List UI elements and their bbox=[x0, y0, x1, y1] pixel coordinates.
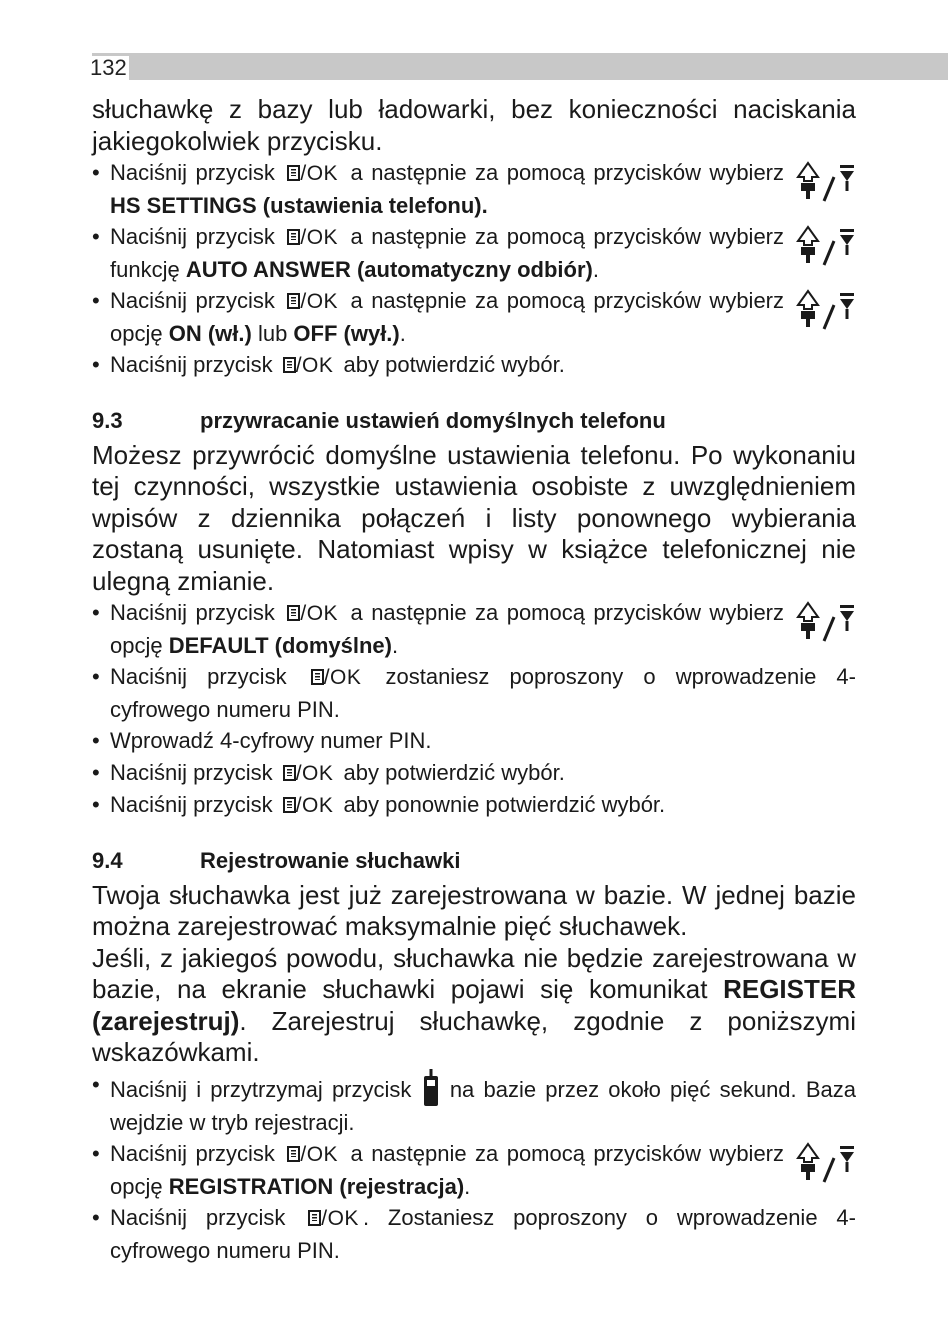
menu-ok-icon: /OK bbox=[311, 662, 362, 694]
bullet-dot: • bbox=[92, 600, 100, 625]
paragraph-intro: słuchawkę z bazy lub ładowarki, bez konieczności naciskania jakiegokolwiek przycisku. bbox=[92, 94, 856, 156]
bullet-dot: • bbox=[92, 1141, 100, 1166]
list-item: • Naciśnij przycisk /OK a następnie za pomocą przycisków wybierz HS SETTINGS (ustawienia telefonu). bbox=[92, 157, 856, 221]
menu-ok-icon: /OK bbox=[283, 790, 334, 822]
up-down-navigation-icon bbox=[796, 161, 858, 209]
menu-ok-icon: /OK bbox=[287, 222, 338, 254]
section-heading-9-3: 9.3 przywracanie ustawień domyślnych telefonu bbox=[92, 407, 666, 433]
list-item: • Naciśnij przycisk /OK a następnie za pomocą przycisków wybierz funkcję AUTO ANSWER (automatyczny odbiór). bbox=[92, 221, 856, 285]
list-item: • Naciśnij przycisk /OK aby potwierdzić wybór. bbox=[92, 349, 856, 382]
bullet-dot: • bbox=[92, 792, 100, 817]
section-heading-9-4: 9.4 Rejestrowanie słuchawki bbox=[92, 847, 461, 873]
bullet-dot: • bbox=[92, 664, 100, 689]
page-number: 132 bbox=[90, 55, 127, 80]
menu-ok-icon: /OK bbox=[308, 1203, 359, 1235]
list-item: • Naciśnij przycisk /OK aby potwierdzić wybór. bbox=[92, 757, 856, 790]
list-item: • Naciśnij przycisk /OK . Zostaniesz poproszony o wprowadzenie 4-cyfrowego numeru PIN. bbox=[92, 1202, 856, 1266]
list-item: • Naciśnij przycisk /OK aby ponownie potwierdzić wybór. bbox=[92, 789, 856, 822]
menu-ok-icon: /OK bbox=[287, 1139, 338, 1171]
bullet-dot: • bbox=[92, 728, 100, 753]
menu-ok-icon: /OK bbox=[283, 758, 334, 790]
bullet-dot: • bbox=[92, 1071, 100, 1097]
list-item: • Wprowadź 4-cyfrowy numer PIN. bbox=[92, 725, 856, 757]
paragraph-9-4a: Twoja słuchawka jest już zarejestrowana w bazie. W jednej bazie można zarejestrować maksymalnie pięć słuchawek. bbox=[92, 879, 856, 941]
up-down-navigation-icon bbox=[796, 225, 858, 273]
up-down-navigation-icon bbox=[796, 601, 858, 649]
menu-ok-icon: /OK bbox=[287, 598, 338, 630]
bullet-dot: • bbox=[92, 759, 100, 785]
bullet-dot: • bbox=[92, 1205, 100, 1230]
bullet-dot: • bbox=[92, 160, 100, 185]
bullet-dot: • bbox=[92, 288, 100, 313]
paragraph-9-3: Możesz przywrócić domyślne ustawienia telefonu. Po wykonaniu tej czynności, wszystkie ustawienia osobiste z uwzględnieniem wpisów z dziennika połączeń i listy ponownego wybierania zostaną usunięte. Natomiast wpisy w książce telefonicznej nie ulegną zmianie. bbox=[92, 439, 856, 596]
list-item: • Naciśnij przycisk /OK a następnie za pomocą przycisków wybierz opcję ON (wł.) lub OFF (wył.). bbox=[92, 285, 856, 349]
bullet-dot: • bbox=[92, 224, 100, 249]
list-item: • Naciśnij i przytrzymaj przycisk na bazie przez około pięć sekund. Baza wejdzie w tryb rejestracji. bbox=[92, 1069, 856, 1139]
bullet-dot: • bbox=[92, 352, 100, 377]
paragraph-9-4b: Jeśli, z jakiegoś powodu, słuchawka nie będzie zarejestrowana w bazie, na ekranie słuchawki pojawi się komunikat REGISTER (zarejestruj). Zarejestruj słuchawkę, zgodnie z poniższymi wskazówkami. bbox=[92, 942, 856, 1067]
up-down-navigation-icon bbox=[796, 1142, 858, 1190]
page-content bbox=[92, 94, 856, 1266]
up-down-navigation-icon bbox=[796, 289, 858, 337]
menu-ok-icon: /OK bbox=[287, 158, 338, 190]
list-item: • Naciśnij przycisk /OK a następnie za pomocą przycisków wybierz opcję DEFAULT (domyślne). bbox=[92, 597, 856, 661]
handset-page-icon bbox=[423, 1069, 439, 1107]
list-item: • Naciśnij przycisk /OK a następnie za pomocą przycisków wybierz opcję REGISTRATION (rejestracja). bbox=[92, 1138, 856, 1202]
menu-ok-icon: /OK bbox=[283, 350, 334, 382]
menu-ok-icon: /OK bbox=[287, 286, 338, 318]
list-item: • Naciśnij przycisk /OK zostaniesz poproszony o wprowadzenie 4-cyfrowego numeru PIN. bbox=[92, 661, 856, 725]
header-bar bbox=[92, 53, 948, 80]
